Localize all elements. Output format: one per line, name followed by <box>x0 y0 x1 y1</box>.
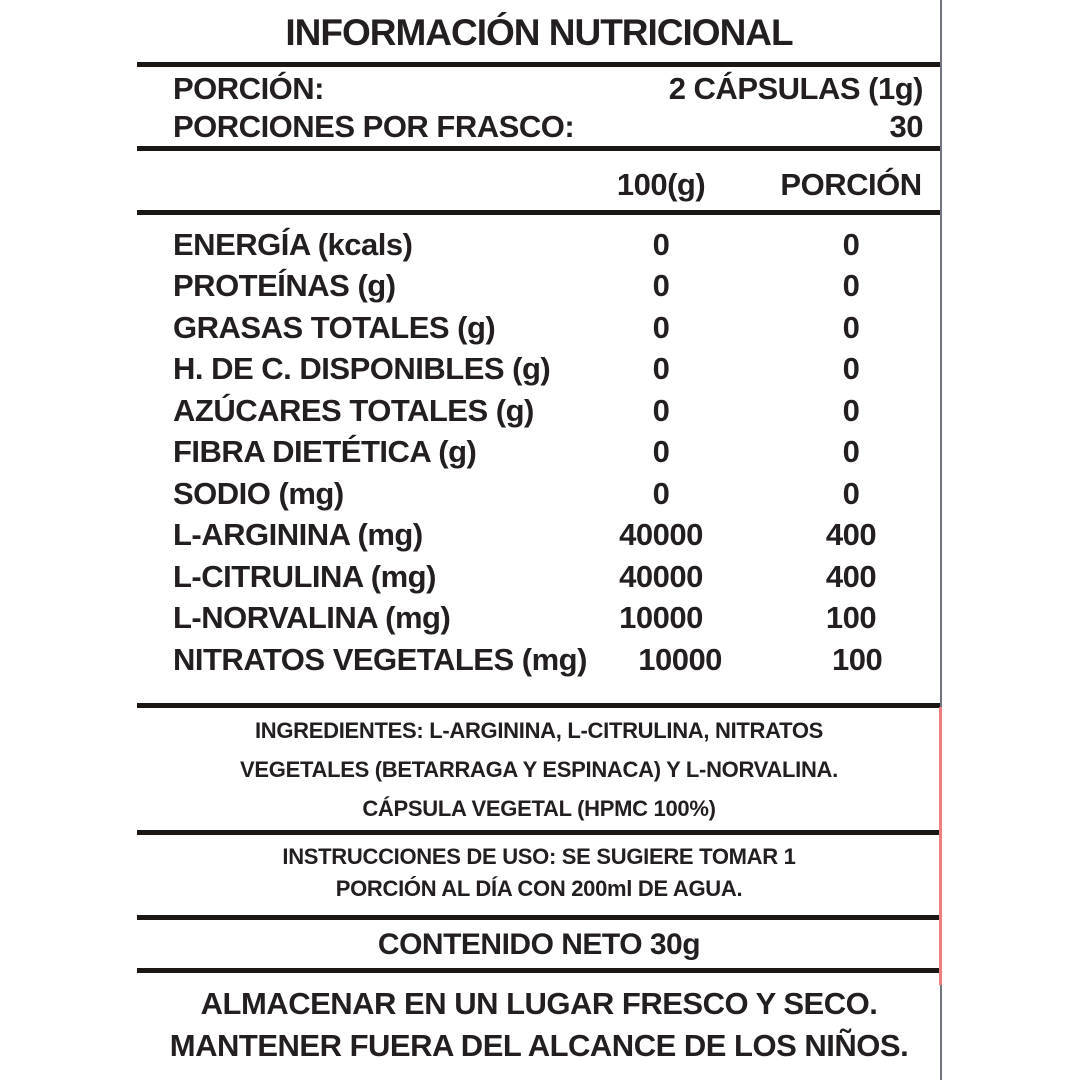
instructions-line: PORCIÓN AL DÍA CON 200ml DE AGUA. <box>335 876 743 901</box>
value-per-100g: 0 <box>652 309 670 345</box>
usage-instructions-paragraph <box>137 841 941 905</box>
column-header-porcion: PORCIÓN <box>780 167 922 202</box>
storage-warning-paragraph <box>137 983 941 1067</box>
value-per-100g: 0 <box>652 268 670 304</box>
value-per-serving: 0 <box>842 351 860 387</box>
net-content-text: CONTENIDO NETO 30g <box>377 928 701 961</box>
serving-size-value: 2 CÁPSULAS (1g) <box>668 71 923 106</box>
value-per-serving: 0 <box>842 475 860 511</box>
divider-serving <box>137 146 941 151</box>
table-row <box>137 432 941 474</box>
ingredients-line: VEGETALES (BETARRAGA Y ESPINACA) Y L-NORVALINA. <box>240 757 838 782</box>
value-per-serving: 0 <box>842 268 860 304</box>
nutrient-name: GRASAS TOTALES (g) <box>173 309 496 345</box>
table-row <box>137 515 941 557</box>
nutrient-name: FIBRA DIETÉTICA (g) <box>173 434 477 470</box>
value-per-serving: 400 <box>825 558 877 594</box>
table-row <box>137 473 941 515</box>
divider-instructions <box>137 915 941 920</box>
table-row <box>137 390 941 432</box>
table-row <box>137 598 941 640</box>
right-edge-red-line <box>939 707 942 985</box>
nutrient-name: NITRATOS VEGETALES (mg) <box>173 641 587 677</box>
value-per-100g: 0 <box>652 392 670 428</box>
ingredients-paragraph <box>137 711 941 828</box>
table-row <box>137 266 941 308</box>
table-row <box>137 307 941 349</box>
value-per-100g: 10000 <box>619 600 703 636</box>
table-row <box>137 556 941 598</box>
divider-header <box>137 210 941 215</box>
storage-line: ALMACENAR EN UN LUGAR FRESCO Y SECO. <box>200 986 878 1021</box>
nutrient-name: ENERGÍA (kcals) <box>173 226 413 262</box>
divider-table-bottom <box>137 703 941 708</box>
value-per-serving: 0 <box>842 434 860 470</box>
value-per-serving: 0 <box>842 226 860 262</box>
value-per-100g: 0 <box>652 351 670 387</box>
divider-top <box>137 62 941 67</box>
divider-net-content <box>137 968 941 973</box>
value-per-serving: 100 <box>832 641 883 677</box>
servings-per-container-row <box>137 108 941 146</box>
value-per-serving: 400 <box>825 517 877 553</box>
table-row <box>137 349 941 391</box>
divider-ingredients <box>137 830 941 835</box>
servings-per-container-value: 30 <box>889 109 923 144</box>
table-row <box>137 224 941 266</box>
nutrient-name: H. DE C. DISPONIBLES (g) <box>173 351 551 387</box>
nutrient-name: L-NORVALINA (mg) <box>173 600 451 636</box>
nutrient-name: L-ARGININA (mg) <box>173 517 423 553</box>
servings-per-container-label: PORCIONES POR FRASCO: <box>173 109 575 144</box>
table-row <box>137 639 941 681</box>
instructions-line: INSTRUCCIONES DE USO: SE SUGIERE TOMAR 1 <box>282 844 796 869</box>
column-header-100g: 100(g) <box>616 167 706 202</box>
nutrient-name: L-CITRULINA (mg) <box>173 558 436 594</box>
value-per-100g: 40000 <box>619 558 703 594</box>
nutrient-name: AZÚCARES TOTALES (g) <box>173 392 534 428</box>
value-per-100g: 10000 <box>638 641 722 677</box>
ingredients-line: CÁPSULA VEGETAL (HPMC 100%) <box>362 796 716 821</box>
label-content <box>137 0 941 1080</box>
value-per-serving: 0 <box>842 392 860 428</box>
value-per-100g: 0 <box>652 434 670 470</box>
nutrient-name: PROTEÍNAS (g) <box>173 268 396 304</box>
nutrient-table <box>137 224 941 681</box>
serving-size-label: PORCIÓN: <box>173 71 324 106</box>
storage-line: MANTENER FUERA DEL ALCANCE DE LOS NIÑOS. <box>169 1028 909 1063</box>
value-per-100g: 0 <box>652 226 670 262</box>
table-header-row <box>137 164 941 206</box>
value-per-serving: 100 <box>825 600 877 636</box>
value-per-100g: 40000 <box>619 517 703 553</box>
value-per-serving: 0 <box>842 309 860 345</box>
nutrient-name: SODIO (mg) <box>173 475 344 511</box>
serving-size-row <box>137 70 941 108</box>
value-per-100g: 0 <box>652 475 670 511</box>
ingredients-line: INGREDIENTES: L-ARGININA, L-CITRULINA, NITRATOS <box>254 718 824 743</box>
label-title: INFORMACIÓN NUTRICIONAL <box>285 12 793 53</box>
